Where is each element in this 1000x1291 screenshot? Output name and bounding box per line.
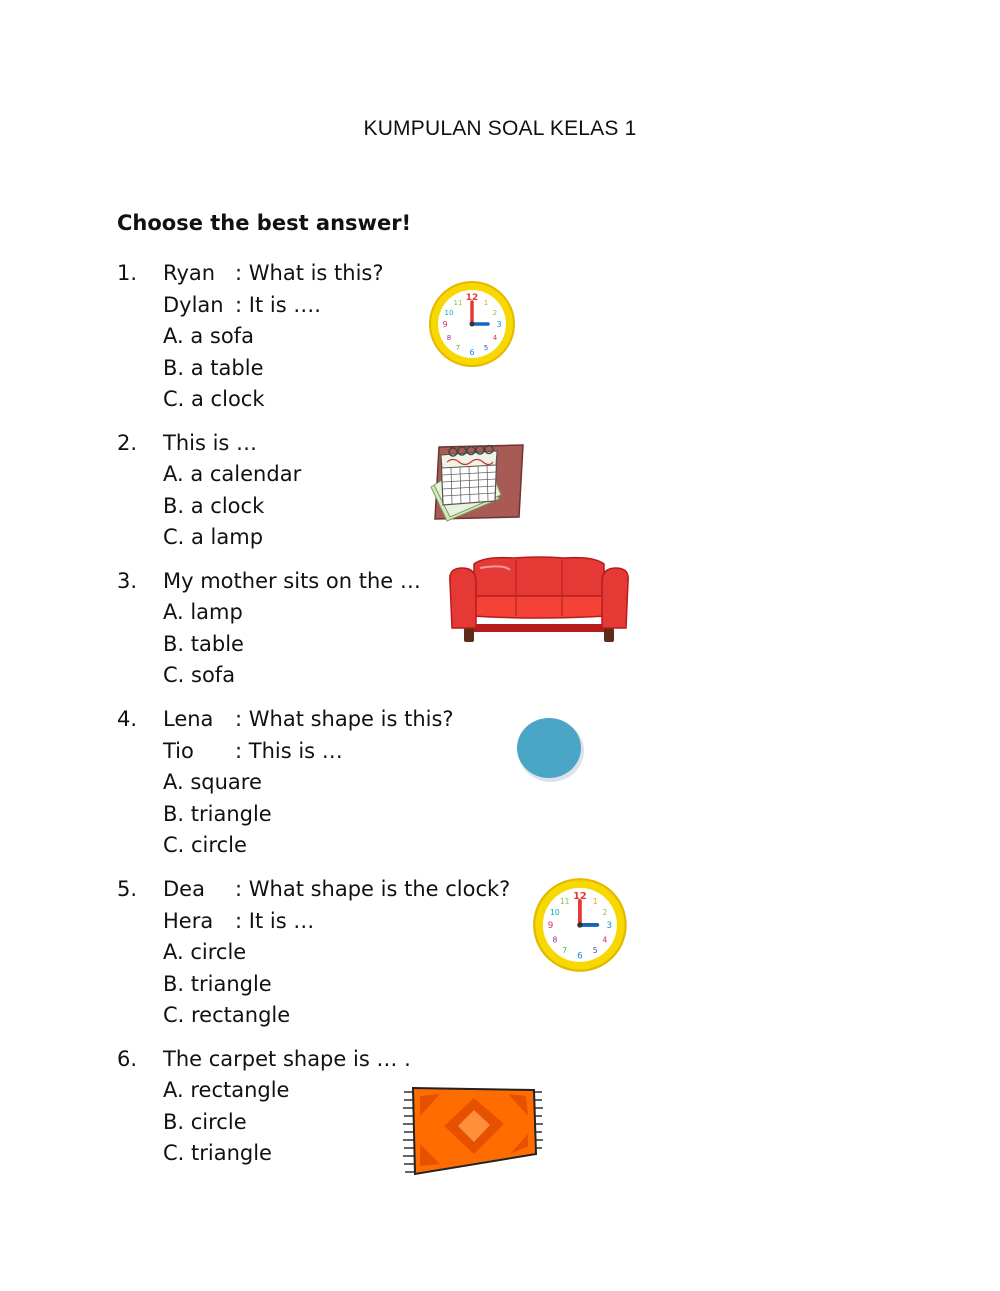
speaker-name: Hera: [163, 909, 214, 933]
svg-text:9: 9: [442, 320, 448, 329]
svg-text:8: 8: [446, 334, 452, 342]
calendar-icon: [425, 435, 527, 523]
option-a[interactable]: A. a calendar: [163, 462, 302, 486]
speaker-text: : What is this?: [235, 261, 384, 285]
svg-text:7: 7: [562, 946, 568, 956]
page-title: KUMPULAN SOAL KELAS 1: [363, 117, 637, 140]
svg-text:1: 1: [483, 299, 489, 307]
svg-text:11: 11: [559, 897, 570, 907]
svg-text:10: 10: [444, 309, 454, 317]
question-number: 2.: [117, 431, 138, 455]
speaker-text: : It is …: [235, 909, 315, 933]
svg-text:5: 5: [592, 946, 598, 956]
svg-text:5: 5: [483, 344, 489, 352]
question-number: 4.: [117, 707, 138, 731]
option-b[interactable]: B. a clock: [163, 494, 265, 518]
svg-text:12: 12: [465, 293, 479, 303]
speaker-text: : This is …: [235, 739, 343, 763]
speaker-text: : What shape is the clock?: [235, 877, 511, 901]
speaker-name: Lena: [163, 707, 214, 731]
option-c[interactable]: C. circle: [163, 833, 247, 857]
question-prompt: This is …: [163, 431, 258, 455]
question-number: 5.: [117, 877, 138, 901]
option-b[interactable]: B. triangle: [163, 802, 272, 826]
option-c[interactable]: C. a lamp: [163, 525, 264, 549]
option-c[interactable]: C. sofa: [163, 663, 236, 687]
speaker-name: Ryan: [163, 261, 216, 285]
svg-text:2: 2: [492, 309, 498, 317]
svg-text:6: 6: [577, 951, 583, 962]
option-c[interactable]: C. rectangle: [163, 1003, 291, 1027]
question-prompt: The carpet shape is … .: [163, 1047, 411, 1071]
circle-shape-icon: [512, 713, 588, 785]
svg-text:11: 11: [453, 299, 463, 307]
option-a[interactable]: A. lamp: [163, 600, 243, 624]
clock-icon: [532, 877, 630, 975]
clock-icon: [428, 280, 518, 370]
svg-text:12: 12: [573, 890, 587, 902]
svg-text:1: 1: [592, 897, 598, 907]
speaker-name: Tio: [163, 739, 194, 763]
option-a[interactable]: A. rectangle: [163, 1078, 290, 1102]
svg-text:6: 6: [469, 348, 475, 357]
question-number: 3.: [117, 569, 138, 593]
svg-text:3: 3: [496, 320, 502, 329]
question-number: 1.: [117, 261, 138, 285]
svg-text:9: 9: [547, 921, 554, 932]
option-a[interactable]: A. square: [163, 770, 262, 794]
svg-text:8: 8: [552, 935, 558, 945]
svg-text:4: 4: [492, 334, 498, 342]
question-number: 6.: [117, 1047, 138, 1071]
svg-text:3: 3: [606, 921, 613, 932]
svg-text:7: 7: [455, 344, 461, 352]
svg-text:2: 2: [602, 908, 608, 918]
speaker-name: Dylan: [163, 293, 224, 317]
option-c[interactable]: C. triangle: [163, 1141, 272, 1165]
option-a[interactable]: A. circle: [163, 940, 247, 964]
svg-text:4: 4: [602, 935, 608, 945]
option-b[interactable]: B. table: [163, 632, 244, 656]
option-c[interactable]: C. a clock: [163, 387, 265, 411]
sofa-icon: [444, 554, 634, 644]
speaker-name: Dea: [163, 877, 205, 901]
option-b[interactable]: B. triangle: [163, 972, 272, 996]
speaker-text: : What shape is this?: [235, 707, 454, 731]
option-b[interactable]: B. circle: [163, 1110, 247, 1134]
option-a[interactable]: A. a sofa: [163, 324, 254, 348]
instruction-heading: Choose the best answer!: [117, 211, 412, 235]
question-prompt: My mother sits on the …: [163, 569, 421, 593]
option-b[interactable]: B. a table: [163, 356, 264, 380]
svg-text:10: 10: [550, 908, 560, 918]
speaker-text: : It is ….: [235, 293, 321, 317]
carpet-icon: [400, 1084, 546, 1180]
